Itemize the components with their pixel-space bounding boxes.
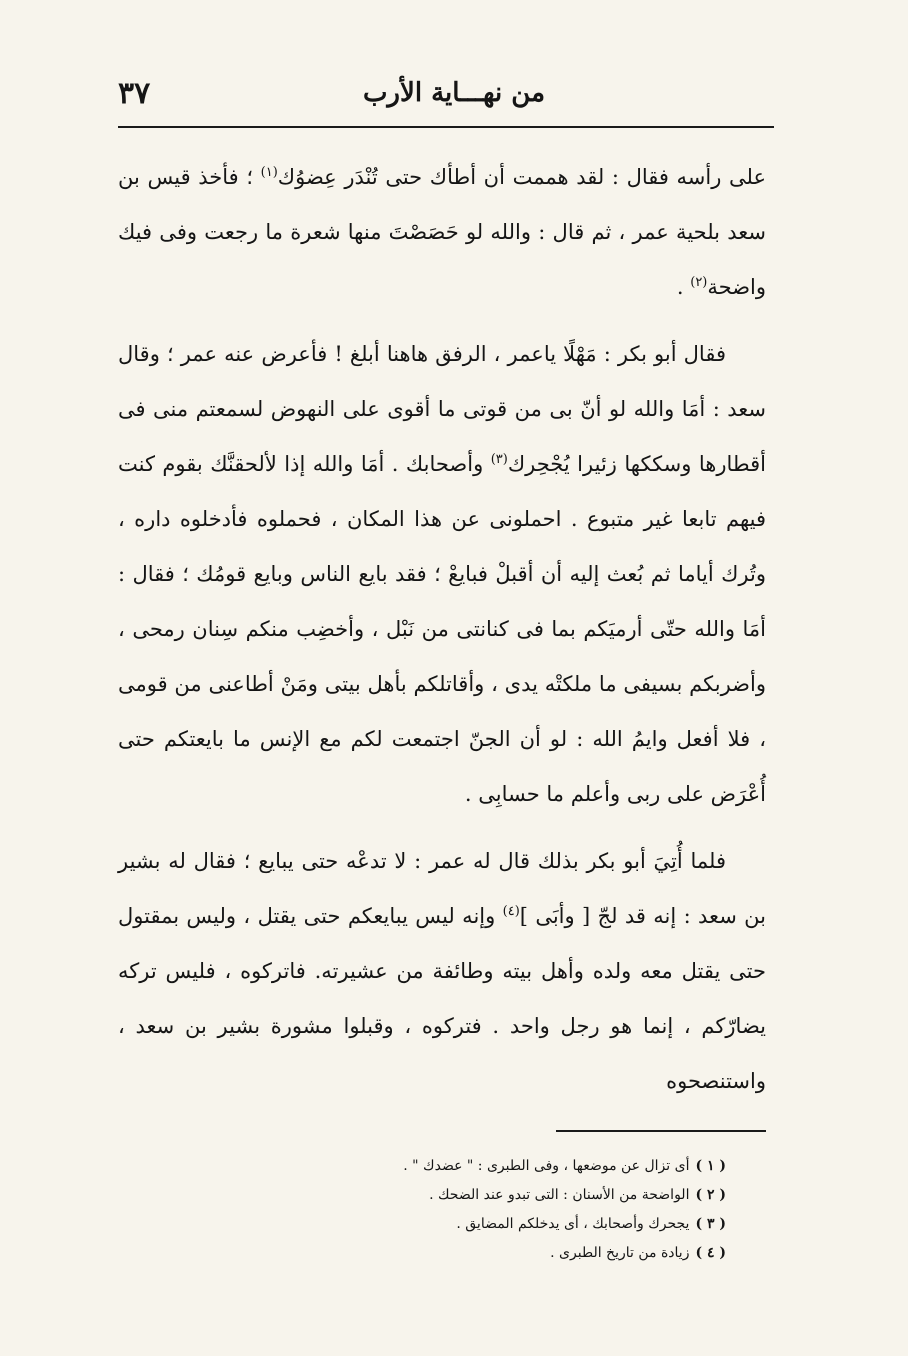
text-segment: على رأسه فقال : لقد هممت أن أطأك حتى تُنْدَر عِضوُك: [277, 165, 766, 189]
running-title: من نهـــاية الأرب: [362, 78, 546, 108]
footnote-number: ( ١ ): [695, 1158, 726, 1174]
footnote-4: [200, 1239, 726, 1268]
paragraph-2: [118, 327, 766, 822]
footnote-text: يجحرك وأصحابك ، أى يدخلكم المضايق .: [456, 1216, 690, 1232]
body-text: [118, 150, 766, 1109]
footnote-text: زيادة من تاريخ الطبرى .: [550, 1245, 690, 1261]
footnote-1: [200, 1152, 726, 1181]
footnote-ref-2: (٢): [690, 275, 708, 290]
text-segment: فلما أُتِيَ أبو بكر بذلك قال له عمر : لا تدعْه حتى يبايع ؛ فقال له بشير بن سعد : إنه قد لجّ [ وأبَى ]: [118, 849, 766, 928]
footnote-rule: [556, 1130, 766, 1132]
footnote-ref-3: (٣): [490, 452, 508, 467]
footnote-number: ( ٣ ): [695, 1216, 726, 1232]
text-segment: .: [676, 275, 691, 299]
footnote-number: ( ٢ ): [695, 1187, 726, 1203]
footnote-3: [200, 1210, 726, 1239]
footnote-ref-1: (١): [260, 165, 278, 180]
footnote-number: ( ٤ ): [695, 1245, 726, 1261]
paragraph-3: [118, 834, 766, 1109]
page-number: ٣٧: [118, 76, 151, 111]
footnote-ref-4: (٤): [502, 904, 520, 919]
footnote-text: أى تزال عن موضعها ، وفى الطبرى : " عضدك " .: [403, 1158, 690, 1174]
text-segment: ؛ فأخذ قيس بن سعد بلحية عمر ، ثم قال : والله لو حَصَصْتَ منها شعرة ما رجعت وفى فيك واضحة: [118, 165, 766, 299]
text-segment: وإنه ليس يبايعكم حتى يقتل ، وليس بمقتول حتى يقتل معه ولده وأهل بيته وطائفة من عشيرته. فاتركوه ، فليس تركه يضارّكم ، إنما هو رجل واحد . فتركوه ، وقبلوا مشورة بشير بن سعد ، واستنصحوه: [118, 904, 766, 1093]
header-rule: [118, 126, 774, 128]
footnote-text: الواضحة من الأسنان : التى تبدو عند الضحك .: [429, 1187, 690, 1203]
footnotes: [200, 1152, 726, 1268]
footnote-2: [200, 1181, 726, 1210]
paragraph-1: [118, 150, 766, 315]
text-segment: وأصحابك . أمَا والله إذا لألحقنَّك بقوم كنت فيهم تابعا غير متبوع . احملونى عن هذا المكان ، فحملوه فأدخلوه داره ، وتُرك أياما ثم بُعث إليه أن أقبلْ فبايعْ ؛ فقد بايع الناس وبايع قومُك ؛ فقال : أمَا والله حتّى أرميَكم بما فى كنانتى من نَبْل ، وأخضِب منكم سِنان رمحى ، وأضربكم بسيفى ما ملكتْه يدى ، وأقاتلكم بأهل بيتى ومَنْ أطاعنى من قومى ، فلا أفعل وايمُ الله : لو أن الجنّ اجتمعت لكم مع الإنس ما بايعتكم حتى أُعْرَض على ربى وأعلم ما حسابِى .: [118, 452, 766, 806]
text-segment: فقال أبو بكر : مَهْلًا ياعمر ، الرفق هاهنا أبلغ ! فأعرض عنه عمر ؛ وقال سعد : أمَا والله لو أنّ بى من قوتى ما أقوى على النهوض لسمعتم منى فى أقطارها وسككها زئيرا يُجْحِرك: [118, 342, 766, 476]
